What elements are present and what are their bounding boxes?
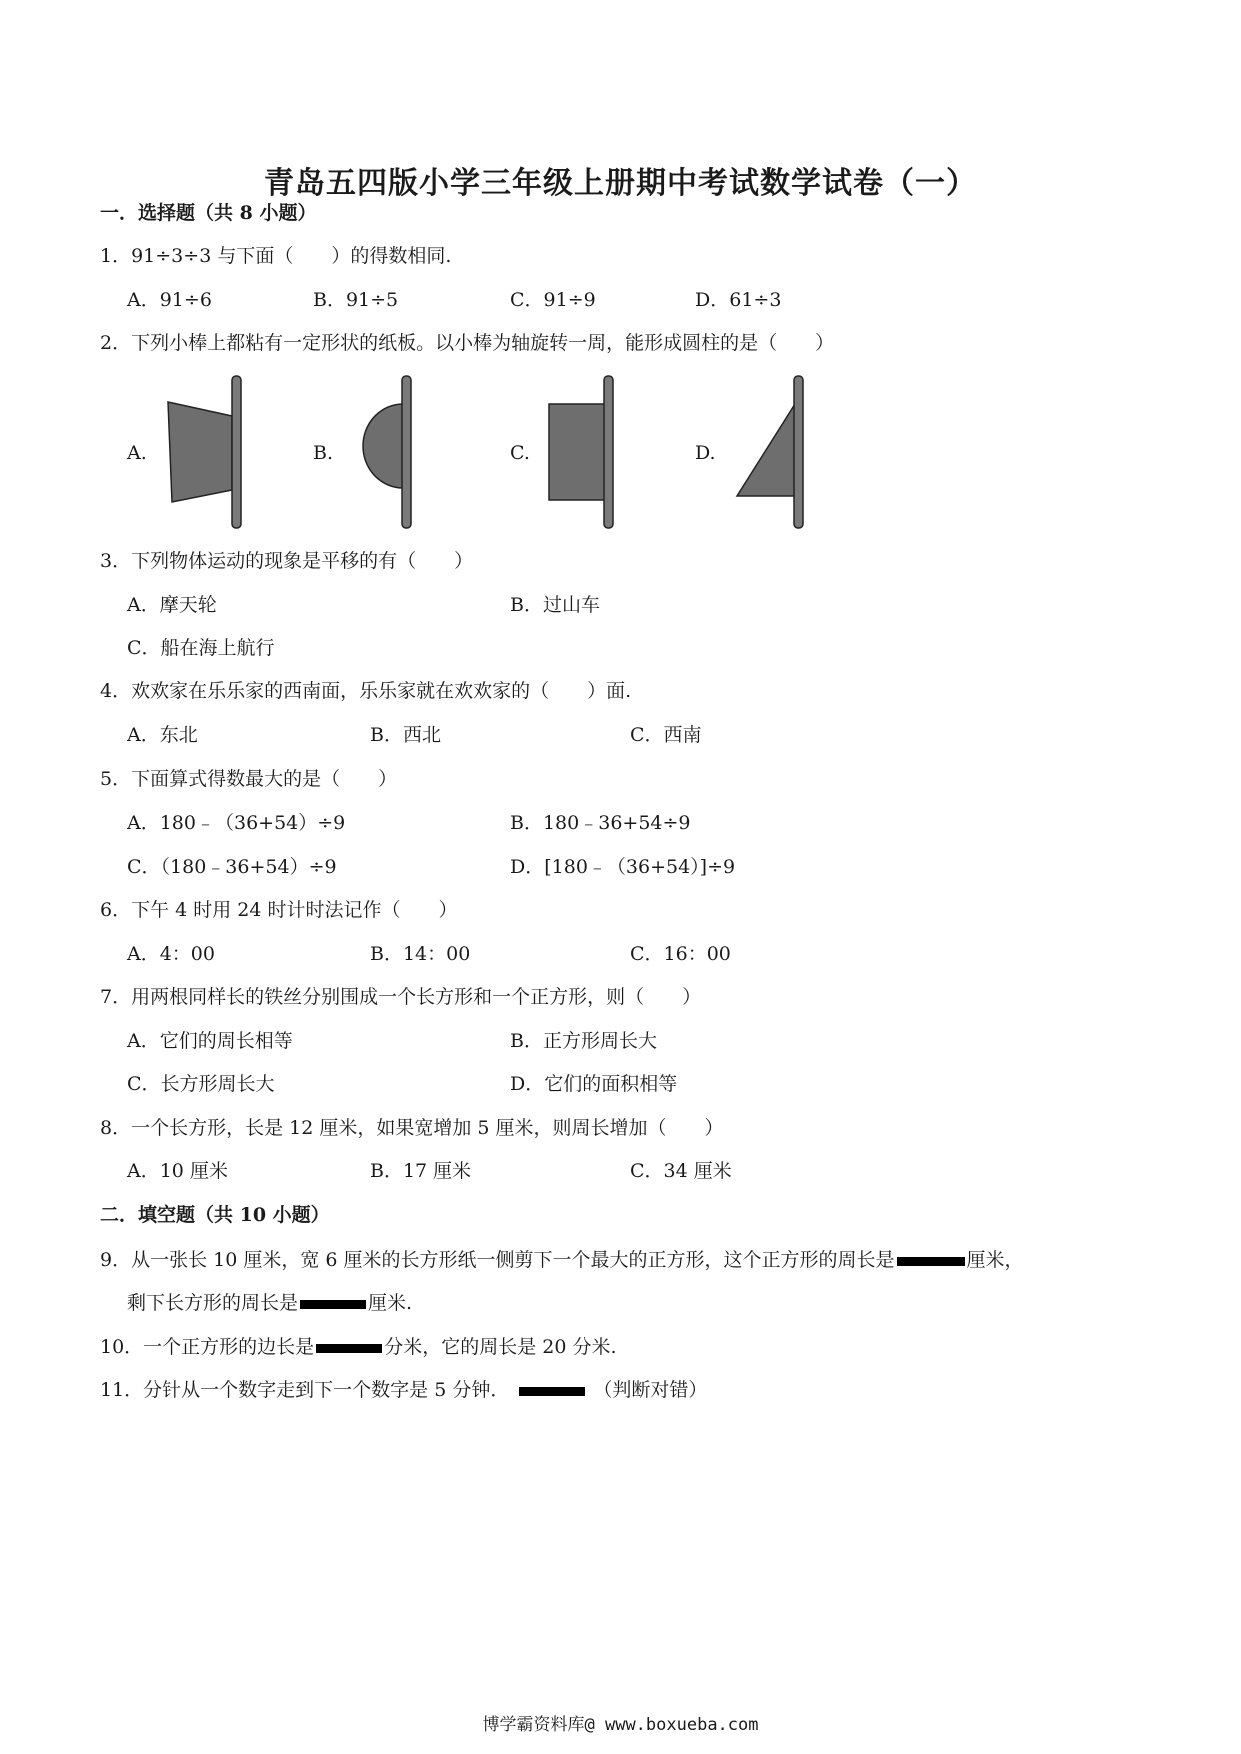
question-9-text-4: 厘米. bbox=[368, 1292, 413, 1314]
question-2-option-a: A. bbox=[127, 442, 147, 464]
section-heading-choice: 一．选择题（共 8 小题） bbox=[100, 202, 317, 224]
question-3-option-b: B．过山车 bbox=[510, 594, 600, 616]
figure-d-triangle bbox=[730, 372, 810, 532]
question-6-option-b: B．14：00 bbox=[370, 943, 471, 965]
page-title: 青岛五四版小学三年级上册期中考试数学试卷（一） bbox=[264, 166, 977, 201]
question-9-line-1 bbox=[100, 1247, 1024, 1273]
question-7-option-a: A．它们的周长相等 bbox=[127, 1030, 293, 1052]
question-8-stem: 8．一个长方形，长是 12 厘米，如果宽增加 5 厘米，则周长增加（ ） bbox=[100, 1117, 724, 1139]
question-1-option-a: A．91÷6 bbox=[127, 289, 212, 311]
question-1-stem: 1．91÷3÷3 与下面（ ）的得数相同. bbox=[100, 245, 452, 267]
question-7-stem: 7．用两根同样长的铁丝分别围成一个长方形和一个正方形，则（ ） bbox=[100, 986, 702, 1008]
answer-blank[interactable] bbox=[897, 1257, 965, 1266]
answer-blank[interactable] bbox=[519, 1387, 585, 1396]
question-5-option-c: C．（180﹣36+54）÷9 bbox=[127, 856, 337, 878]
question-1-option-b: B．91÷5 bbox=[313, 289, 399, 311]
question-9-text-2: 厘米， bbox=[966, 1249, 1024, 1271]
question-10-text-2: 分米，它的周长是 20 分米. bbox=[384, 1336, 617, 1358]
question-11-line bbox=[100, 1377, 707, 1403]
question-3-option-a: A．摩天轮 bbox=[127, 594, 217, 616]
question-6-option-c: C．16：00 bbox=[630, 943, 731, 965]
question-11-text-1: 11．分针从一个数字走到下一个数字是 5 分钟． bbox=[100, 1379, 510, 1401]
question-11-text-2: （判断对错） bbox=[593, 1379, 708, 1401]
question-10-line bbox=[100, 1334, 616, 1360]
question-10-text-1: 10．一个正方形的边长是 bbox=[100, 1336, 315, 1358]
question-6-stem: 6．下午 4 时用 24 时计时法记作（ ） bbox=[100, 899, 458, 921]
question-6-option-a: A．4：00 bbox=[127, 943, 215, 965]
triangle-board bbox=[737, 404, 795, 496]
question-2-option-b: B. bbox=[313, 442, 334, 464]
figure-b-semicircle bbox=[345, 372, 425, 532]
footer-watermark: 博学霸资料库@ www.boxueba.com bbox=[482, 1715, 759, 1735]
answer-blank[interactable] bbox=[316, 1344, 382, 1353]
figure-c-rectangle bbox=[540, 372, 620, 532]
question-4-option-b: B．西北 bbox=[370, 724, 441, 746]
question-4-option-a: A．东北 bbox=[127, 724, 198, 746]
question-5-option-a: A．180﹣（36+54）÷9 bbox=[127, 812, 346, 834]
question-2-option-c: C. bbox=[510, 442, 530, 464]
section-heading-fill: 二．填空题（共 10 小题） bbox=[100, 1204, 330, 1226]
question-7-option-b: B．正方形周长大 bbox=[510, 1030, 657, 1052]
question-5-option-b: B．180﹣36+54÷9 bbox=[510, 812, 691, 834]
question-8-option-a: A．10 厘米 bbox=[127, 1160, 228, 1182]
question-7-option-d: D．它们的面积相等 bbox=[510, 1073, 678, 1095]
answer-blank[interactable] bbox=[300, 1300, 366, 1309]
question-2-stem: 2．下列小棒上都粘有一定形状的纸板。以小棒为轴旋转一周，能形成圆柱的是（ ） bbox=[100, 332, 835, 354]
question-4-option-c: C．西南 bbox=[630, 724, 702, 746]
semicircle-board bbox=[363, 404, 403, 488]
question-9-line-2 bbox=[127, 1290, 412, 1316]
question-7-option-c: C．长方形周长大 bbox=[127, 1073, 275, 1095]
rectangle-board bbox=[549, 404, 605, 500]
question-8-option-c: C．34 厘米 bbox=[630, 1160, 732, 1182]
question-8-option-b: B．17 厘米 bbox=[370, 1160, 472, 1182]
question-3-stem: 3．下列物体运动的现象是平移的有（ ） bbox=[100, 550, 474, 572]
question-1-option-d: D．61÷3 bbox=[695, 289, 782, 311]
question-5-option-d: D．[180﹣（36+54）]÷9 bbox=[510, 856, 736, 878]
question-5-stem: 5．下面算式得数最大的是（ ） bbox=[100, 768, 398, 790]
stick-b bbox=[402, 376, 411, 528]
question-9-text-3: 剩下长方形的周长是 bbox=[127, 1292, 299, 1314]
question-3-option-c: C．船在海上航行 bbox=[127, 637, 275, 659]
question-1-option-c: C．91÷9 bbox=[510, 289, 596, 311]
stick-a bbox=[232, 376, 241, 528]
question-9-text-1: 9．从一张长 10 厘米，宽 6 厘米的长方形纸一侧剪下一个最大的正方形，这个正方形的周长是 bbox=[100, 1249, 895, 1271]
question-4-stem: 4．欢欢家在乐乐家的西南面，乐乐家就在欢欢家的（ ）面. bbox=[100, 680, 632, 702]
trapezoid-board bbox=[168, 402, 232, 502]
question-2-option-d: D. bbox=[695, 442, 716, 464]
stick-d bbox=[794, 376, 803, 528]
figure-a-trapezoid bbox=[160, 372, 250, 532]
stick-c bbox=[604, 376, 613, 528]
